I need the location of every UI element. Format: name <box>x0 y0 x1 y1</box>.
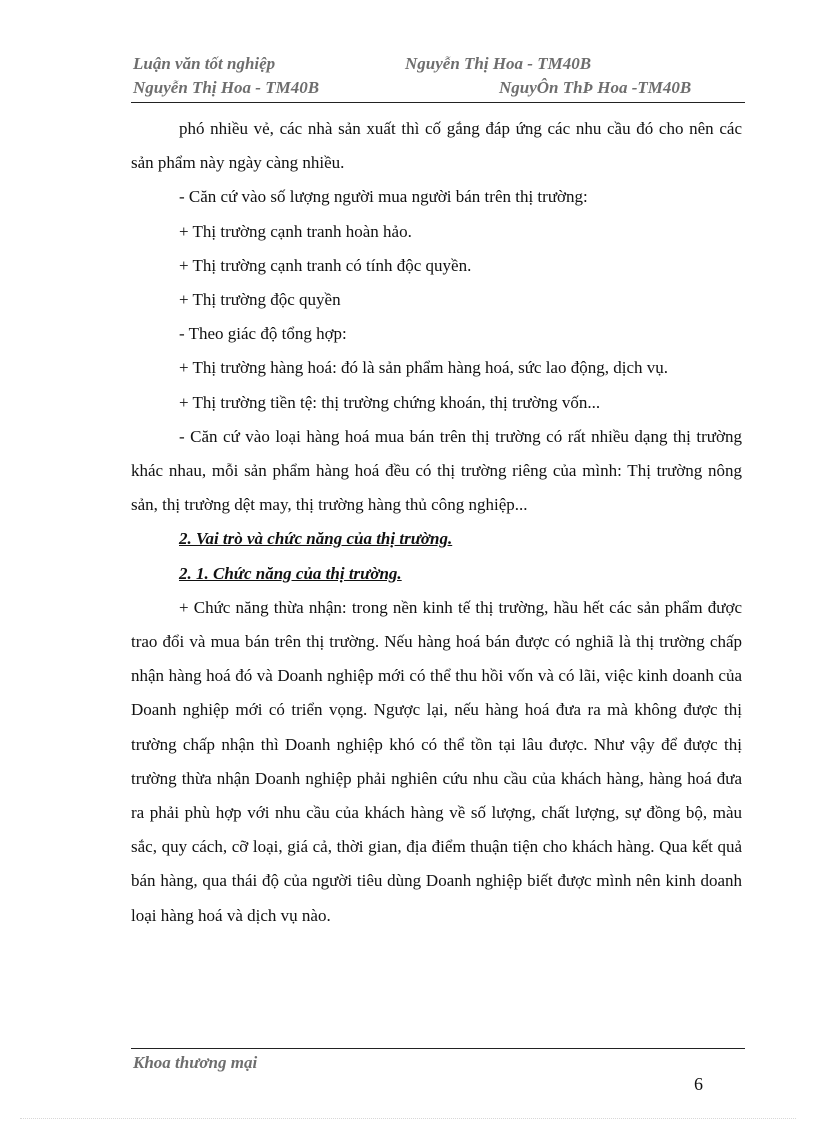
list-item-monopolistic-competition: + Thị trường cạnh tranh có tính độc quyền. <box>179 255 472 275</box>
section-heading: 2. Vai trò và chức năng của thị trường. <box>179 529 453 549</box>
footer-department: Khoa thương mại <box>133 1053 258 1072</box>
page-bottom-border <box>20 1118 796 1119</box>
paragraph-criterion-buyers-sellers: - Căn cứ vào số lượng người mua người bán trên thị trường: <box>179 187 588 207</box>
list-item-perfect-competition: + Thị trường cạnh tranh hoàn hảo. <box>179 221 412 241</box>
paragraph-continuation: phó nhiều vẻ, các nhà sản xuất thì cố gắng đáp ứng các nhu cầu đó cho nên các sản phẩm này ngày càng nhiều. <box>131 119 742 173</box>
list-item-monopoly: + Thị trường độc quyền <box>179 290 341 310</box>
header-thesis-title: Luận văn tốt nghiệp <box>133 54 276 73</box>
header-divider <box>131 102 745 103</box>
header-author-2: Nguyễn Thị Hoa - TM40B <box>133 78 320 97</box>
paragraph-recognition-function: + Chức năng thừa nhận: trong nền kinh tế thị trường, hầu hết các sản phẩm được trao đổi và mua bán trên thị trường. Nếu hàng hoá bán được có nghiã là thị trường chấp nhận hàng hoá đó và Doanh nghiệp mới có thể thu hồi vốn và có lãi, việc kinh doanh của Doanh nghiệp mới có triển vọng. Ngược lại, nếu hàng hoá đưa ra mà không được thị trường chấp nhận thì Doanh nghiệp khó có thể tồn tại lâu được. Như vậy để được thị trường thừa nhận Doanh nghiệp phải nghiên cứu nhu cầu của khách hàng, hàng hoá đưa ra phải phù hợp với nhu cầu của khách hàng về số lượng, chất lượng, sự đồng bộ, màu sắc, quy cách, cỡ loại, giá cả, thời gian, địa điểm thuận tiện cho khách hàng. Qua kết quả bán hàng, qua thái độ của người tiêu dùng Doanh nghiệp biết được mình nên kinh doanh loại hàng hoá và dịch vụ nào. <box>131 597 742 925</box>
header-author-3: NguyÔn ThÞ Hoa -TM40B <box>499 78 692 97</box>
footer-divider <box>131 1048 745 1049</box>
page-body <box>131 112 742 933</box>
header-author-1: Nguyễn Thị Hoa - TM40B <box>405 54 592 73</box>
paragraph-criterion-general: - Theo giác độ tổng hợp: <box>179 324 347 344</box>
list-item-goods-market: + Thị trường hàng hoá: đó là sản phẩm hàng hoá, sức lao động, dịch vụ. <box>179 358 668 378</box>
list-item-money-market: + Thị trường tiền tệ: thị trường chứng khoán, thị trường vốn... <box>179 392 601 412</box>
subsection-heading: 2. 1. Chức năng của thị trường. <box>179 563 402 583</box>
page-number: 6 <box>694 1074 703 1094</box>
paragraph-criterion-goods-type: - Căn cứ vào loại hàng hoá mua bán trên thị trường có rất nhiều dạng thị trường khác nhau, mỗi sản phẩm hàng hoá đều có thị trường riêng của mình: Thị trường nông sản, thị trường dệt may, thị trường hàng thủ công nghiệp... <box>131 426 742 515</box>
page-header <box>133 54 745 104</box>
